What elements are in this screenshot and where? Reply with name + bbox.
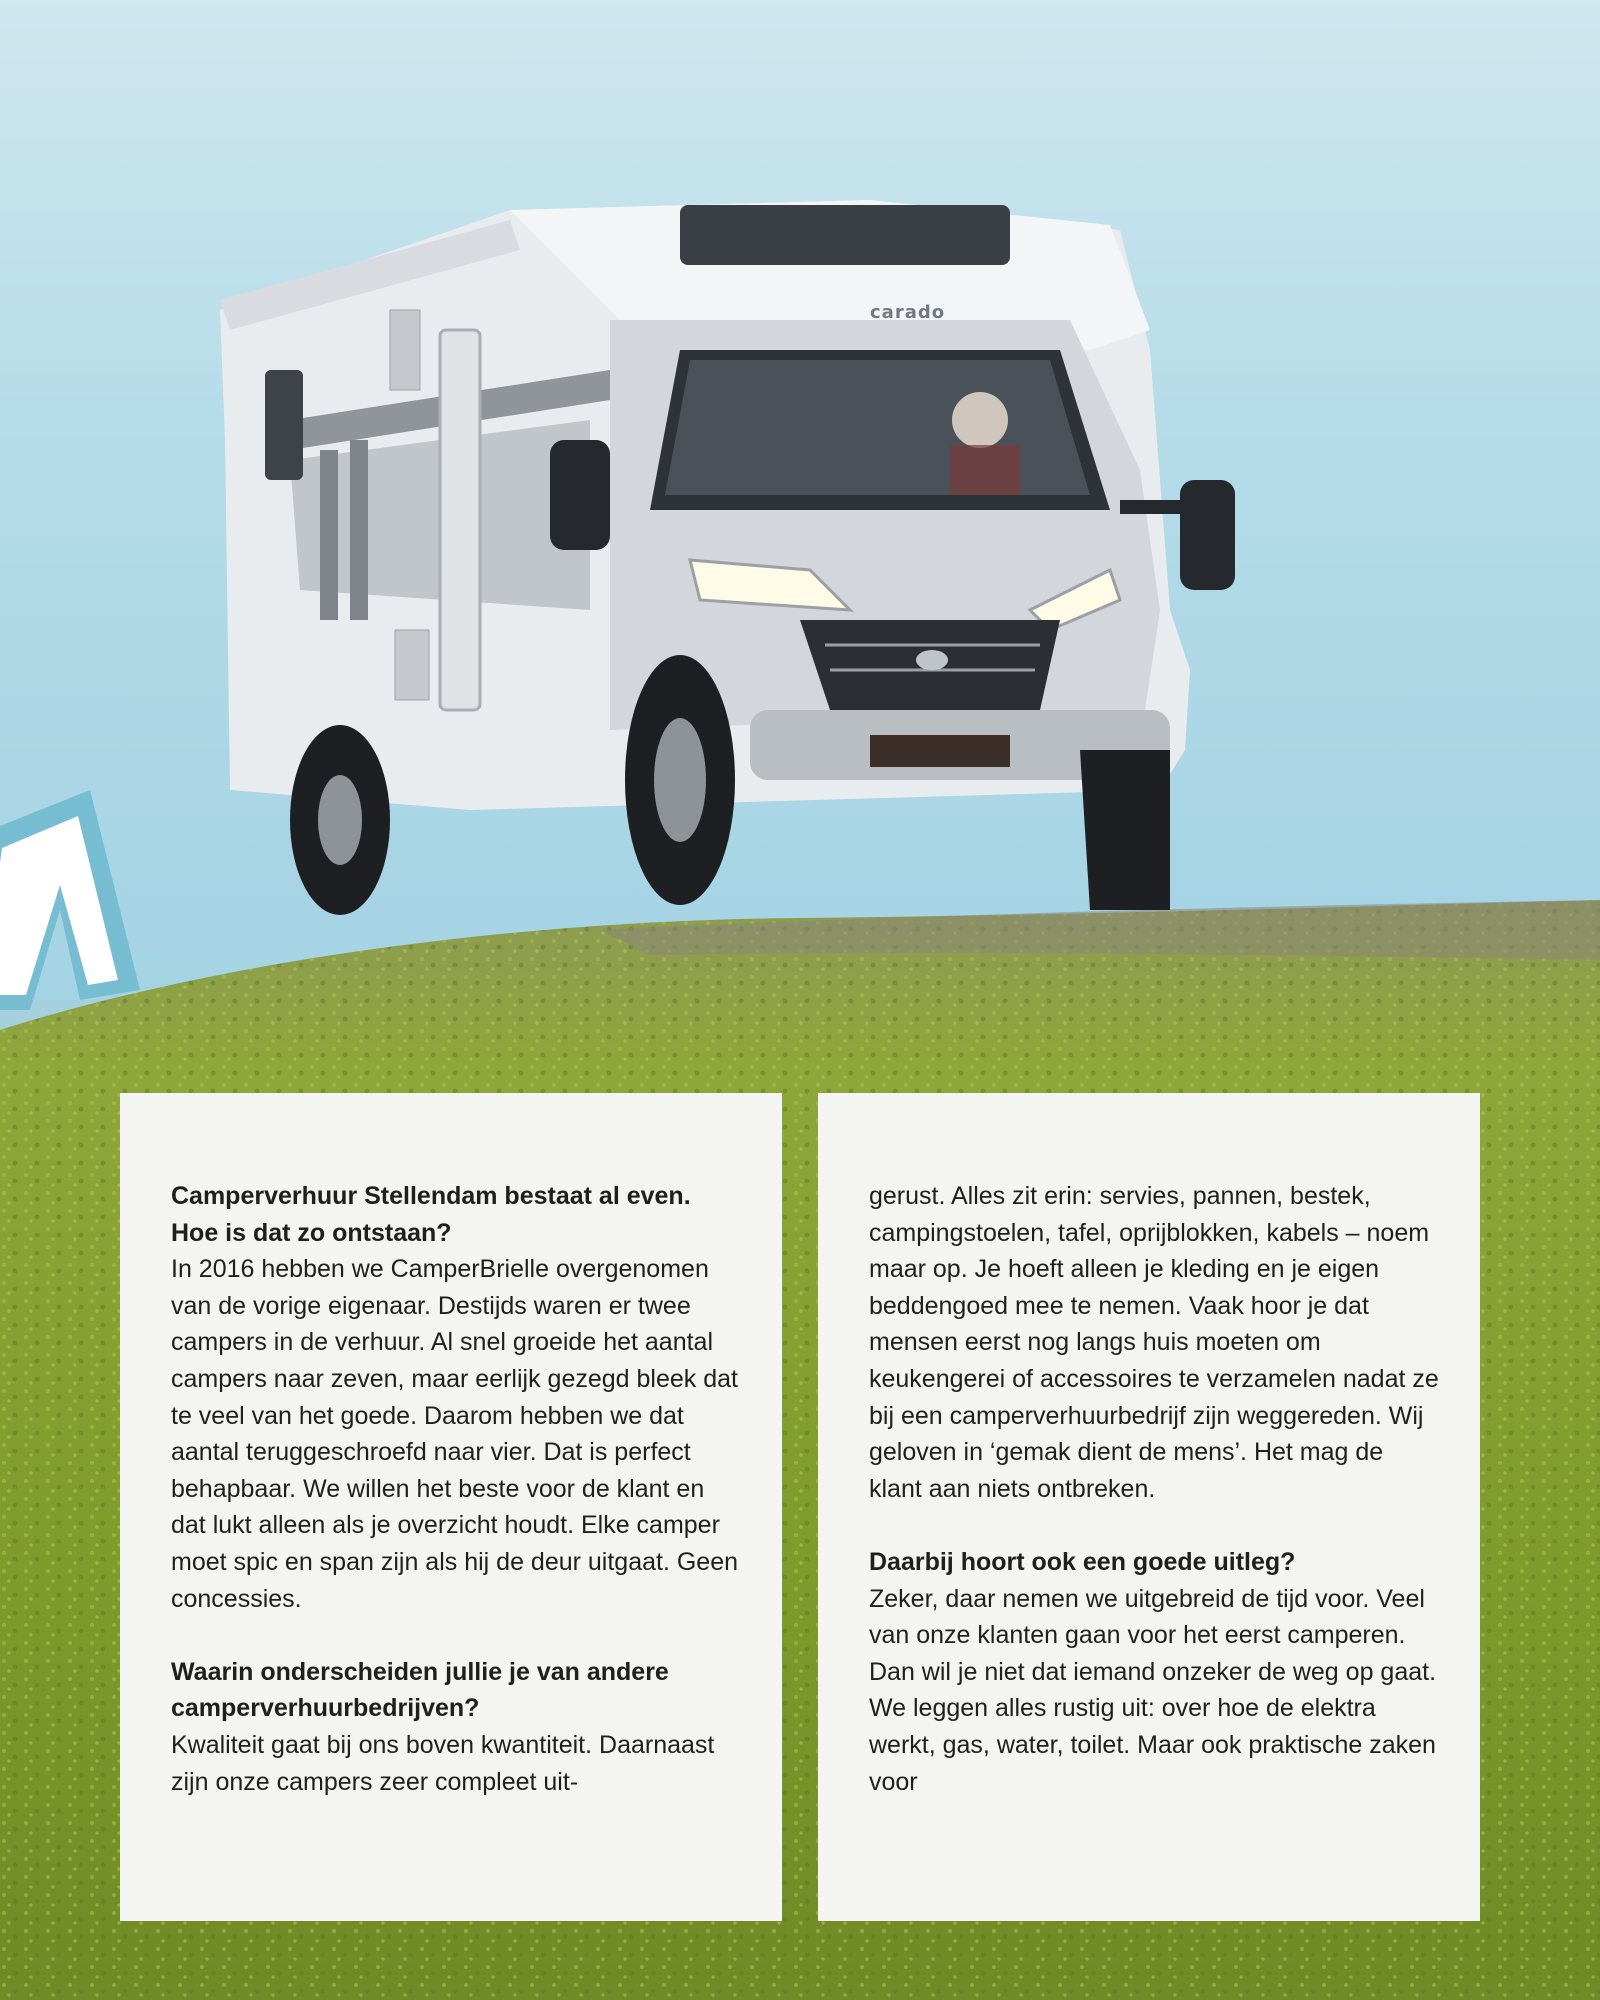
article-column-left (171, 1178, 742, 1800)
answer-3: Zeker, daar nemen we uitgebreid de tijd voor. Veel van onze klanten gaan voor het eerst camperen. Dan wil je niet dat iemand onzeker de weg op gaat. We leggen alles rustig uit: over hoe de elektra werkt, gas, water, toilet. Maar ook praktische zaken voor (869, 1584, 1437, 1796)
article-panel-right (818, 1093, 1480, 1921)
right-mirror (1180, 480, 1235, 590)
question-3: Daarbij hoort ook een goede uitleg? (869, 1547, 1296, 1576)
answer-1: In 2016 hebben we CamperBrielle overgenomen van de vorige eigenaar. Destijds waren er twee campers in de verhuur. Al snel groeide het aantal campers naar zeven, maar eerlijk gezegd bleek dat te veel van het goede. Daarom hebben we dat aantal teruggeschroefd naar vier. Dat is perfect behapbaar. We willen het beste voor de klant en dat lukt alleen als je overzicht houdt. Elke camper moet spic en span zijn als hij de deur uitgaat. Geen concessies. (171, 1255, 739, 1613)
question-1: Camperverhuur Stellendam bestaat al even. Hoe is dat zo ontstaan? (171, 1182, 691, 1247)
article-panel-left (120, 1093, 782, 1921)
roof-window (680, 205, 1010, 265)
article-column-right (869, 1178, 1440, 1800)
front-plate (870, 735, 1010, 767)
answer-2-continued: gerust. Alles zit erin: servies, pannen, bestek, campingstoelen, tafel, oprijblokken, kabels – noem maar op. Je hoeft alleen je kleding en je eigen beddengoed mee te nemen. Vaak hoor je dat mensen eerst nog langs huis moeten om keukengerei of accessoires te verzamelen nadat ze bij een camperverhuurbedrijf zijn weggereden. Wij geloven in ‘gemak dient de mens’. Het mag de klant aan niets ontbreken. (869, 1182, 1439, 1503)
vehicle-brand-label: carado (870, 302, 946, 323)
question-2: Waarin onderscheiden jullie je van andere camperverhuurbedrijven? (171, 1657, 669, 1723)
left-mirror (550, 440, 610, 550)
answer-2: Kwaliteit gaat bij ons boven kwantiteit. Daarnaast zijn onze campers zeer compleet uit- (171, 1730, 715, 1796)
camper-photo (210, 190, 1320, 950)
